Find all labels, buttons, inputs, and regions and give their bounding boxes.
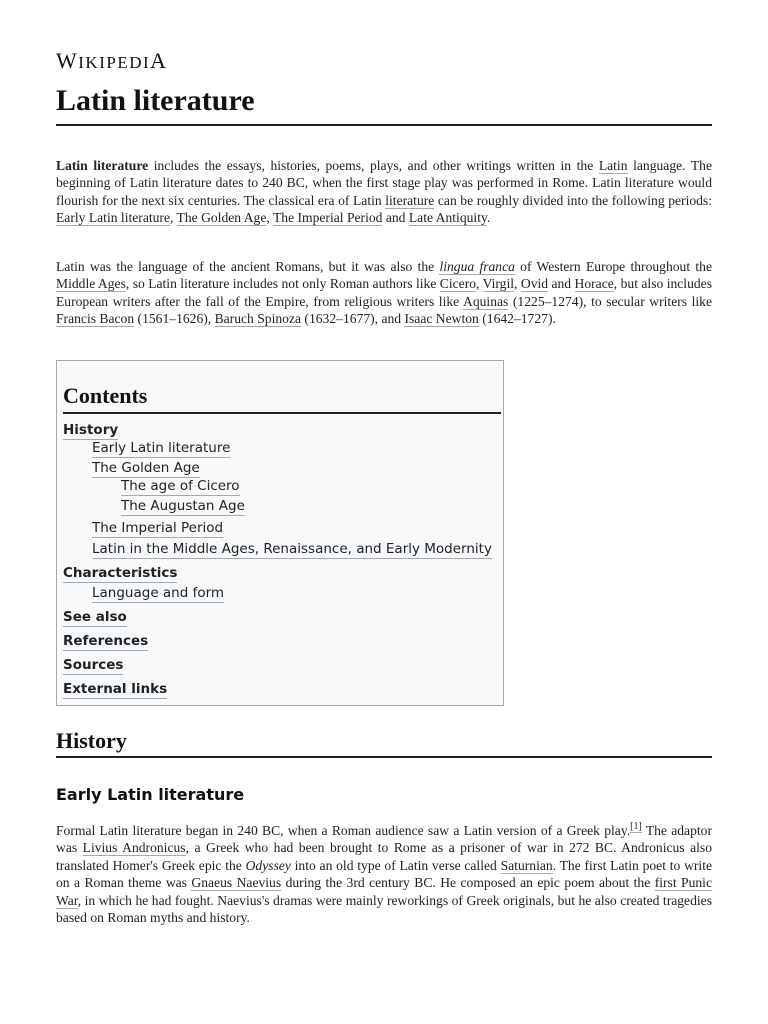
- text-span: .: [486, 210, 491, 226]
- toc-item-age-of-cicero[interactable]: The age of Cicero: [121, 478, 240, 494]
- text-span: (1642–1727).: [478, 311, 556, 327]
- link-lingua-franca[interactable]: lingua franca: [439, 259, 515, 274]
- link-late-antiquity[interactable]: Late Antiquity: [408, 210, 487, 226]
- lead-term-latin[interactable]: Latin: [56, 158, 88, 173]
- link-horace[interactable]: Horace: [574, 276, 614, 292]
- text-span: (1632–1677), and: [301, 311, 405, 327]
- text-span: during the 3rd century BC. He composed an epic poem about the: [281, 875, 655, 891]
- link-early-latin-literature[interactable]: Early Latin literature: [56, 210, 170, 226]
- text-span: Latin was the language of the ancient Romans, but it was also the: [56, 259, 440, 274]
- link-saturnian[interactable]: Saturnian: [500, 857, 553, 873]
- toc-item-golden-age[interactable]: The Golden Age: [92, 460, 200, 476]
- link-literature[interactable]: literature: [385, 192, 435, 208]
- text-span: The adaptor was: [56, 823, 712, 856]
- text-span: ,: [266, 210, 273, 226]
- page-title: Latin literature: [56, 84, 712, 126]
- toc-item-external-links[interactable]: External links: [63, 681, 168, 697]
- toc-item-early-latin-literature[interactable]: Early Latin literature: [92, 440, 231, 456]
- citation-1[interactable]: [1]: [630, 821, 642, 833]
- text-span: , in which he had fought. Naevius's dramas were mainly reworkings of Greek originals, but he also created tragedies based on Roman myths and history.: [56, 892, 712, 926]
- link-ovid[interactable]: Ovid: [520, 276, 549, 292]
- toc-item-middle-ages-renaissance[interactable]: Latin in the Middle Ages, Renaissance, and Early Modernity: [92, 541, 492, 557]
- text-span: . The first Latin poet to write on a Roman theme was: [56, 857, 713, 891]
- history-paragraph: [56, 822, 712, 926]
- wordmark-middle: IKIPEDI: [78, 53, 151, 72]
- toc-title: Contents: [63, 383, 501, 414]
- link-virgil[interactable]: Virgil: [482, 276, 515, 292]
- section-heading-history: History: [56, 728, 712, 758]
- link-latin[interactable]: Latin: [598, 158, 628, 173]
- text-span: ,: [514, 276, 521, 292]
- text-span: includes the essays, histories, poems, plays, and other writings written in the: [148, 158, 599, 173]
- toc-item-references[interactable]: References: [63, 633, 149, 649]
- link-francis-bacon[interactable]: Francis Bacon: [56, 311, 135, 327]
- text-span: of Western Europe throughout the: [514, 259, 712, 274]
- toc-item-history[interactable]: History: [63, 422, 119, 438]
- link-cicero[interactable]: Cicero: [439, 276, 477, 292]
- toc-item-sources[interactable]: Sources: [63, 657, 124, 673]
- link-first-punic-war[interactable]: first Punic War: [56, 875, 712, 908]
- text-span: (1225–1274), to secular writers like: [508, 293, 712, 309]
- link-golden-age[interactable]: The Golden Age: [176, 210, 267, 226]
- toc-item-augustan-age[interactable]: The Augustan Age: [121, 498, 245, 514]
- wordmark-w: W: [56, 48, 79, 73]
- text-span: Formal Latin literature began in 240 BC, when a Roman audience saw a Latin version of a Greek play.: [56, 823, 631, 838]
- table-of-contents: [56, 360, 504, 706]
- text-span: (1561–1626),: [134, 311, 215, 327]
- link-imperial-period[interactable]: The Imperial Period: [272, 210, 383, 226]
- lead-term-literature[interactable]: literature: [93, 158, 149, 173]
- text-span: ,: [476, 276, 483, 292]
- intro-paragraph-2: [56, 258, 712, 328]
- link-livius-andronicus[interactable]: Livius Andronicus: [82, 840, 186, 856]
- link-gnaeus-naevius[interactable]: Gnaeus Naevius: [191, 875, 282, 891]
- wordmark-a: A: [150, 48, 168, 73]
- link-aquinas[interactable]: Aquinas: [463, 293, 509, 309]
- intro-paragraph-1: [56, 157, 712, 227]
- text-span: and: [382, 210, 409, 226]
- text-span: can be roughly divided into the following periods:: [434, 192, 713, 208]
- subsection-heading-early-latin-literature: Early Latin literature: [56, 785, 245, 804]
- toc-item-imperial-period[interactable]: The Imperial Period: [92, 520, 224, 536]
- toc-item-characteristics[interactable]: Characteristics: [63, 565, 178, 581]
- text-span: , so Latin literature includes not only Roman authors like: [125, 276, 440, 292]
- wikipedia-wordmark[interactable]: [56, 48, 168, 74]
- text-span: language. The beginning of Latin literature dates to 240 BC, when the first stage play was performed in Rome. Latin literature would flourish for the next six centuries. The classical era of Latin: [56, 158, 712, 208]
- text-span: and: [548, 276, 575, 292]
- text-span: , but also includes European writers after the fall of the Empire, from religious writers like: [56, 276, 712, 309]
- text-span: into an old type of Latin verse called: [290, 857, 501, 873]
- link-baruch-spinoza[interactable]: Baruch Spinoza: [214, 311, 302, 327]
- link-middle-ages[interactable]: Middle Ages: [56, 276, 126, 292]
- toc-item-language-and-form[interactable]: Language and form: [92, 585, 225, 601]
- text-span: , a Greek who had been brought to Rome as a prisoner of war in 272 BC. Andronicus also translated Homer's Greek epic the: [56, 840, 712, 873]
- link-isaac-newton[interactable]: Isaac Newton: [404, 311, 479, 327]
- text-span: ,: [169, 210, 177, 226]
- odyssey-italic: Odyssey: [245, 857, 291, 873]
- toc-item-see-also[interactable]: See also: [63, 609, 127, 625]
